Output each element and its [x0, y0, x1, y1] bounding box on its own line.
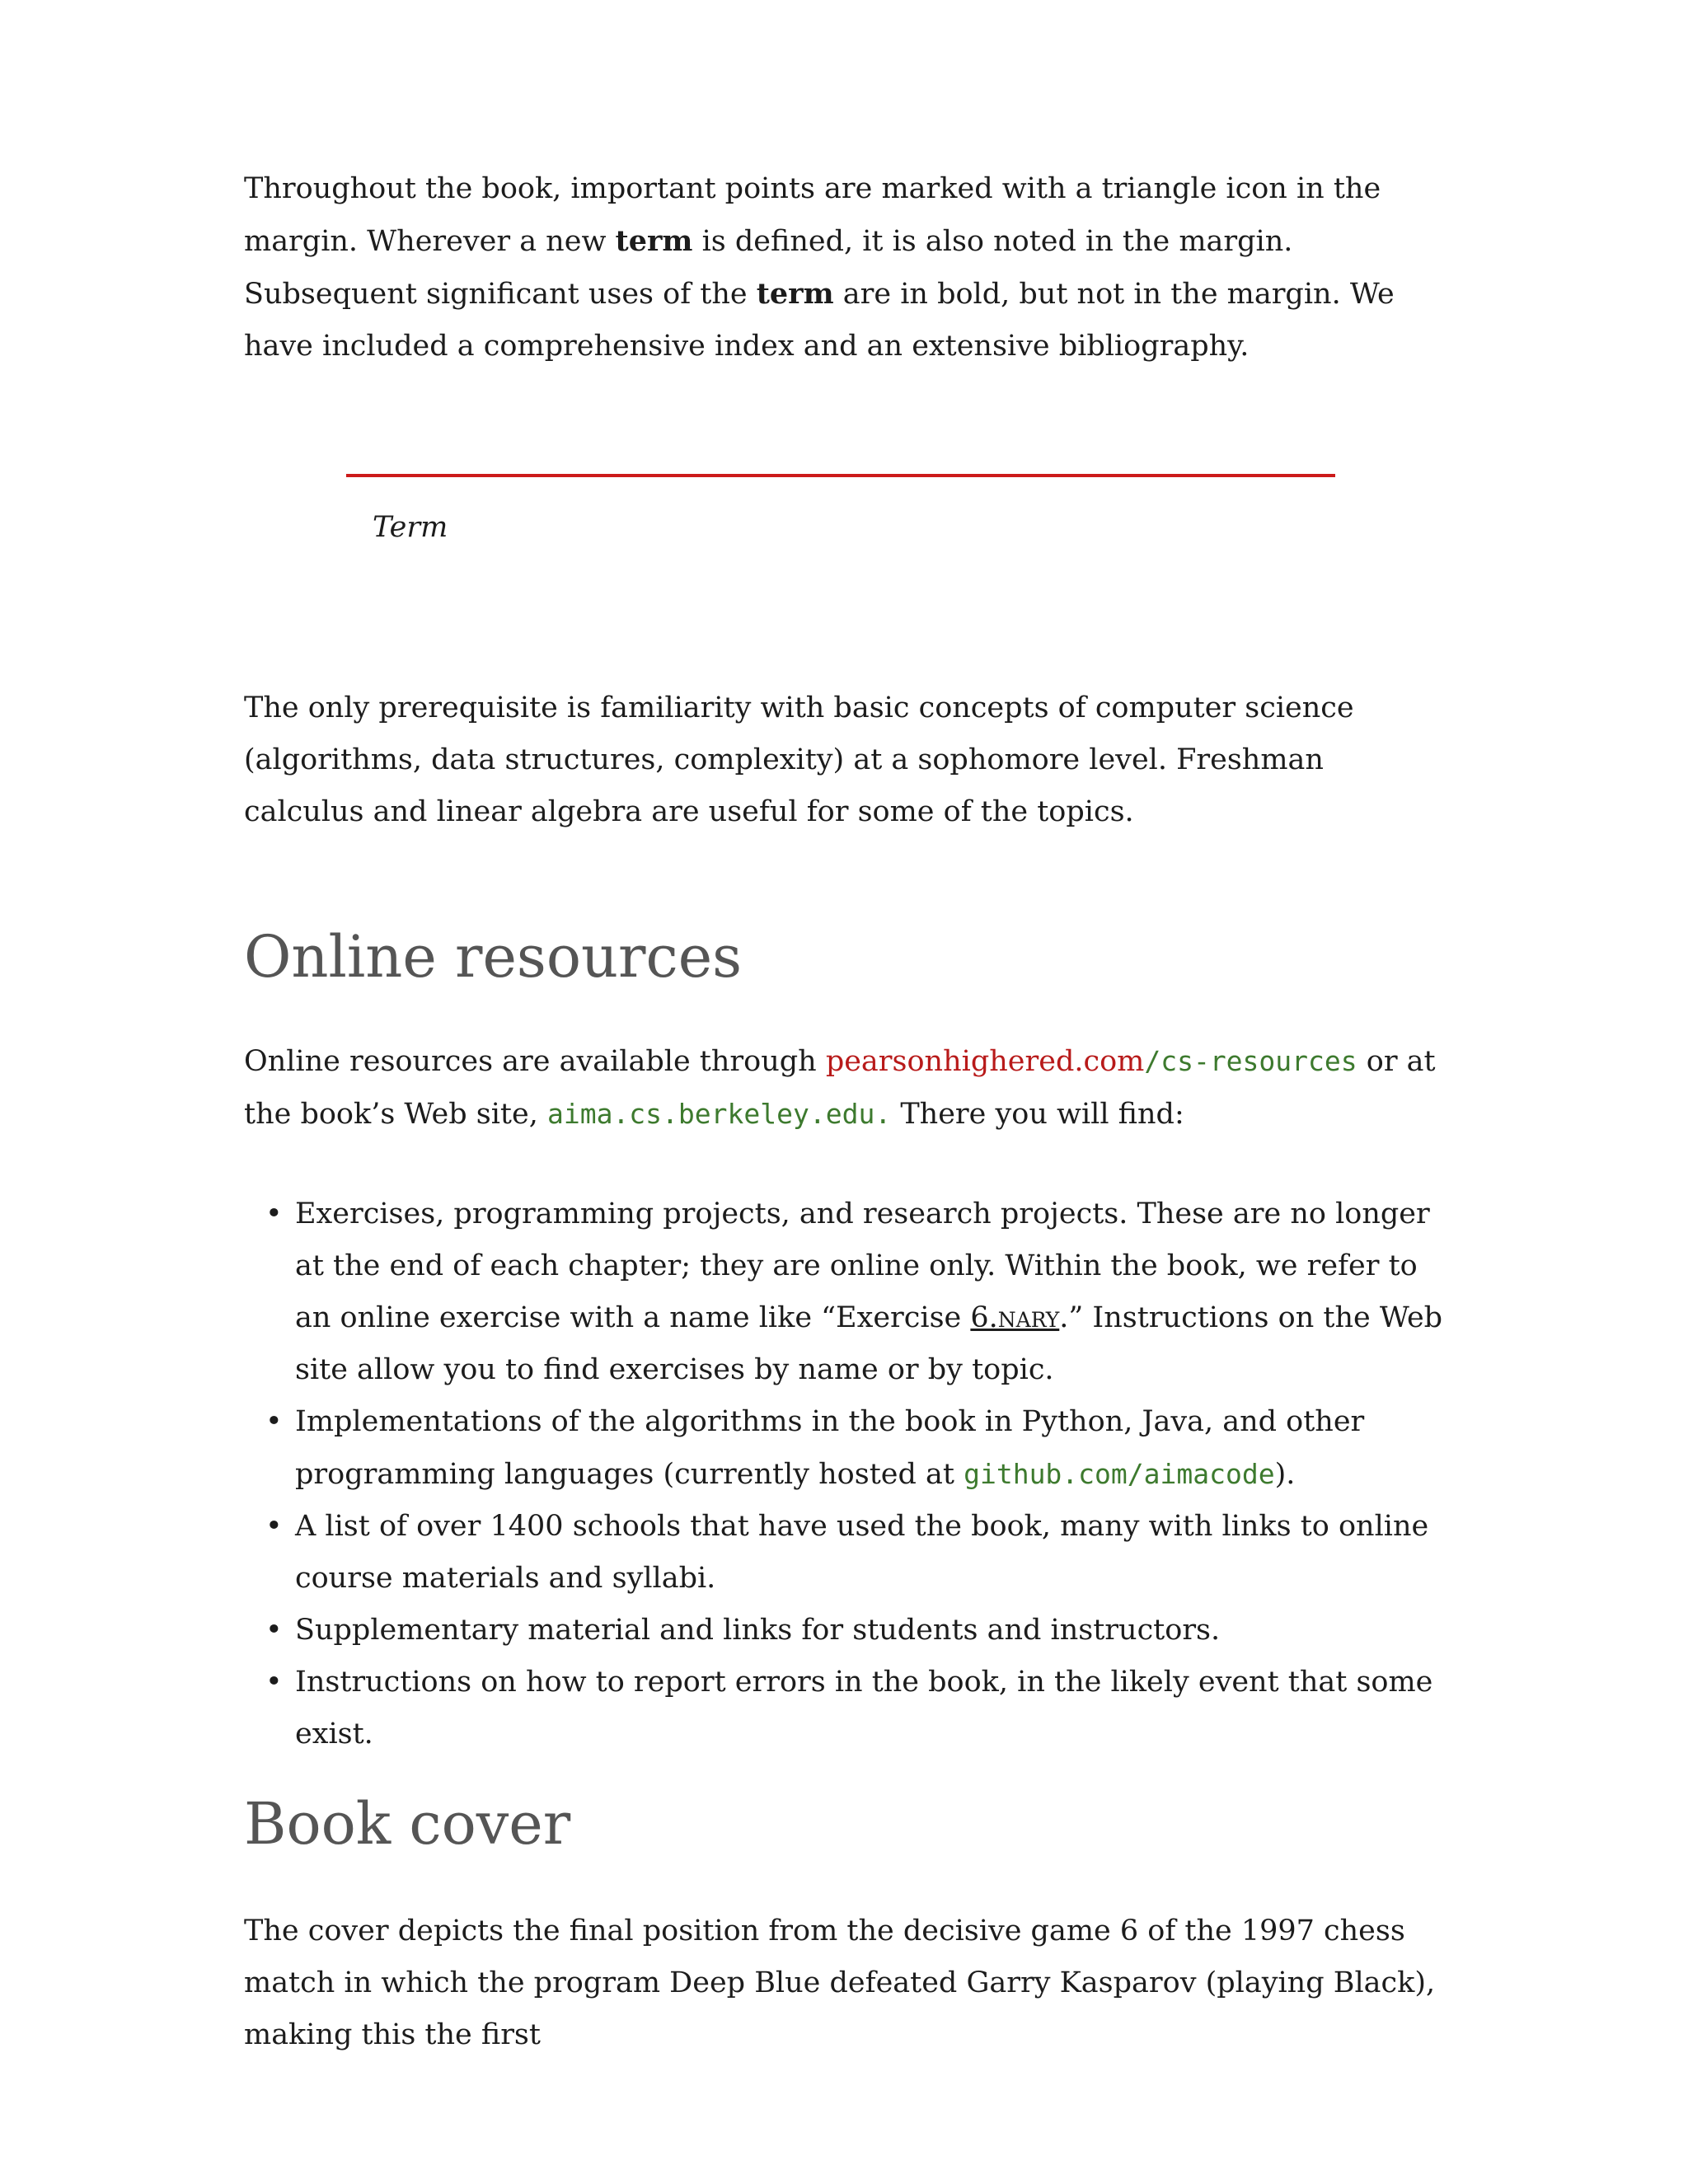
list-item-text: Supplementary material and links for students and instructors.: [295, 1614, 1221, 1647]
pearson-link-path[interactable]: /cs-resources: [1144, 1045, 1357, 1077]
resource-list: [244, 1188, 1447, 1760]
intro-text: Throughout the book, important points are marked with a triangle icon in the margin. Wherever a new: [244, 172, 1381, 258]
list-item-text: .” Instructions on the Web site allow you to find exercises by name or by topic.: [295, 1301, 1443, 1386]
bullet-icon: •: [265, 1666, 283, 1699]
list-item: [265, 1396, 1447, 1501]
bullet-icon: •: [265, 1405, 283, 1438]
bullet-icon: •: [265, 1197, 283, 1230]
term-margin-note: Term: [373, 511, 448, 544]
list-item: [265, 1605, 1447, 1657]
term-margin-rule: [346, 474, 1335, 477]
online-text: Online resources are available through: [244, 1045, 826, 1078]
intro-text: is defined, it is also noted in the margin. Subsequent significant uses of the: [244, 225, 1293, 311]
github-link[interactable]: github.com/aimacode: [964, 1458, 1275, 1490]
list-item-text: ).: [1274, 1458, 1296, 1491]
list-item-text: A list of over 1400 schools that have used the book, many with links to online course materials and syllabi.: [295, 1510, 1429, 1595]
online-resources-heading: Online resources: [244, 923, 743, 991]
list-item-text: Instructions on how to report errors in the book, in the likely event that some exist.: [295, 1666, 1433, 1750]
bold-term: term: [756, 277, 834, 311]
aima-site-link[interactable]: aima.cs.berkeley.edu.: [546, 1098, 892, 1130]
bullet-icon: •: [265, 1510, 283, 1543]
book-cover-heading: Book cover: [244, 1790, 571, 1858]
intro-paragraph: [244, 163, 1447, 373]
list-item-text: Exercises, programming projects, and research projects. These are no longer at the end of each chapter; they are online only. Within the book, we refer to an online exercise with a name like “Exercise: [295, 1197, 1430, 1334]
list-item-text: Implementations of the algorithms in the book in Python, Java, and other programming languages (currently hosted at: [295, 1405, 1365, 1491]
intro-text: are in bold, but not in the margin. We have included a comprehensive index and an extensive bibliography.: [244, 278, 1395, 363]
online-text: There you will find:: [891, 1098, 1184, 1131]
list-item: [265, 1501, 1447, 1605]
bullet-icon: •: [265, 1614, 283, 1647]
exercise-link[interactable]: 6.nary: [970, 1301, 1060, 1334]
prerequisite-paragraph: The only prerequisite is familiarity with basic concepts of computer science (algorithms, data structures, complexity) at a sophomore level. Freshman calculus and linear algebra are useful for some of the topics.: [244, 691, 1354, 828]
book-cover-paragraph: The cover depicts the final position from the decisive game 6 of the 1997 chess match in which the program Deep Blue defeated Garry Kasparov (playing Black), making this the first: [244, 1915, 1436, 2051]
online-text: or at the book’s Web site,: [244, 1045, 1436, 1131]
bold-term: term: [615, 224, 693, 258]
online-resources-paragraph: [244, 1035, 1447, 1141]
pearson-link[interactable]: pearsonhighered.com: [825, 1045, 1145, 1078]
list-item: [265, 1657, 1447, 1760]
list-item: [265, 1188, 1447, 1396]
